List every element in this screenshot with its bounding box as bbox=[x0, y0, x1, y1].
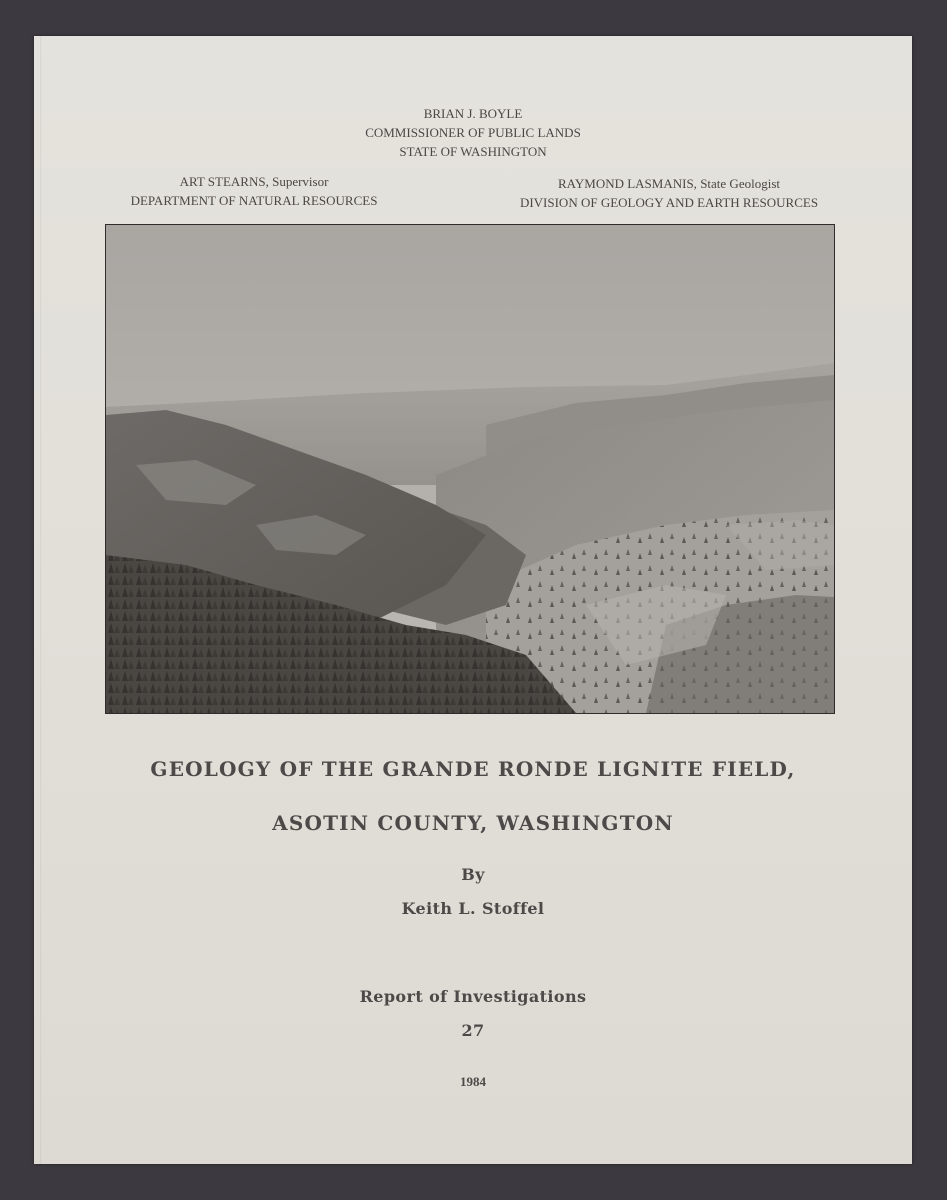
author-name: Keith L. Stoffel bbox=[401, 899, 545, 918]
supervisor-block bbox=[104, 172, 404, 210]
supervisor-role: Supervisor bbox=[272, 174, 329, 189]
report-title-line-1: GEOLOGY OF THE GRANDE RONDE LIGNITE FIELD, bbox=[150, 757, 796, 781]
geologist-block bbox=[504, 174, 834, 212]
byline-label: By bbox=[461, 865, 485, 884]
report-cover bbox=[34, 36, 912, 1164]
geologist-role: State Geologist bbox=[700, 176, 780, 191]
geologist-name: RAYMOND LASMANIS, bbox=[558, 176, 697, 191]
supervisor-name: ART STEARNS, bbox=[179, 174, 269, 189]
report-title-line-2: ASOTIN COUNTY, WASHINGTON bbox=[272, 811, 674, 835]
canyon-landscape-photo bbox=[105, 224, 835, 714]
commissioner-block bbox=[34, 104, 912, 161]
geologist-line bbox=[504, 174, 834, 193]
series-name: Report of Investigations bbox=[359, 987, 587, 1006]
division-name: DIVISION OF GEOLOGY AND EARTH RESOURCES bbox=[519, 195, 819, 210]
supervisor-line bbox=[104, 172, 404, 191]
department-name: DEPARTMENT OF NATURAL RESOURCES bbox=[130, 193, 378, 208]
state-name: STATE OF WASHINGTON bbox=[399, 144, 547, 159]
series-number: 27 bbox=[461, 1021, 485, 1040]
commissioner-title: COMMISSIONER OF PUBLIC LANDS bbox=[365, 125, 581, 140]
commissioner-name: BRIAN J. BOYLE bbox=[423, 106, 523, 121]
publication-year: 1984 bbox=[460, 1074, 486, 1089]
